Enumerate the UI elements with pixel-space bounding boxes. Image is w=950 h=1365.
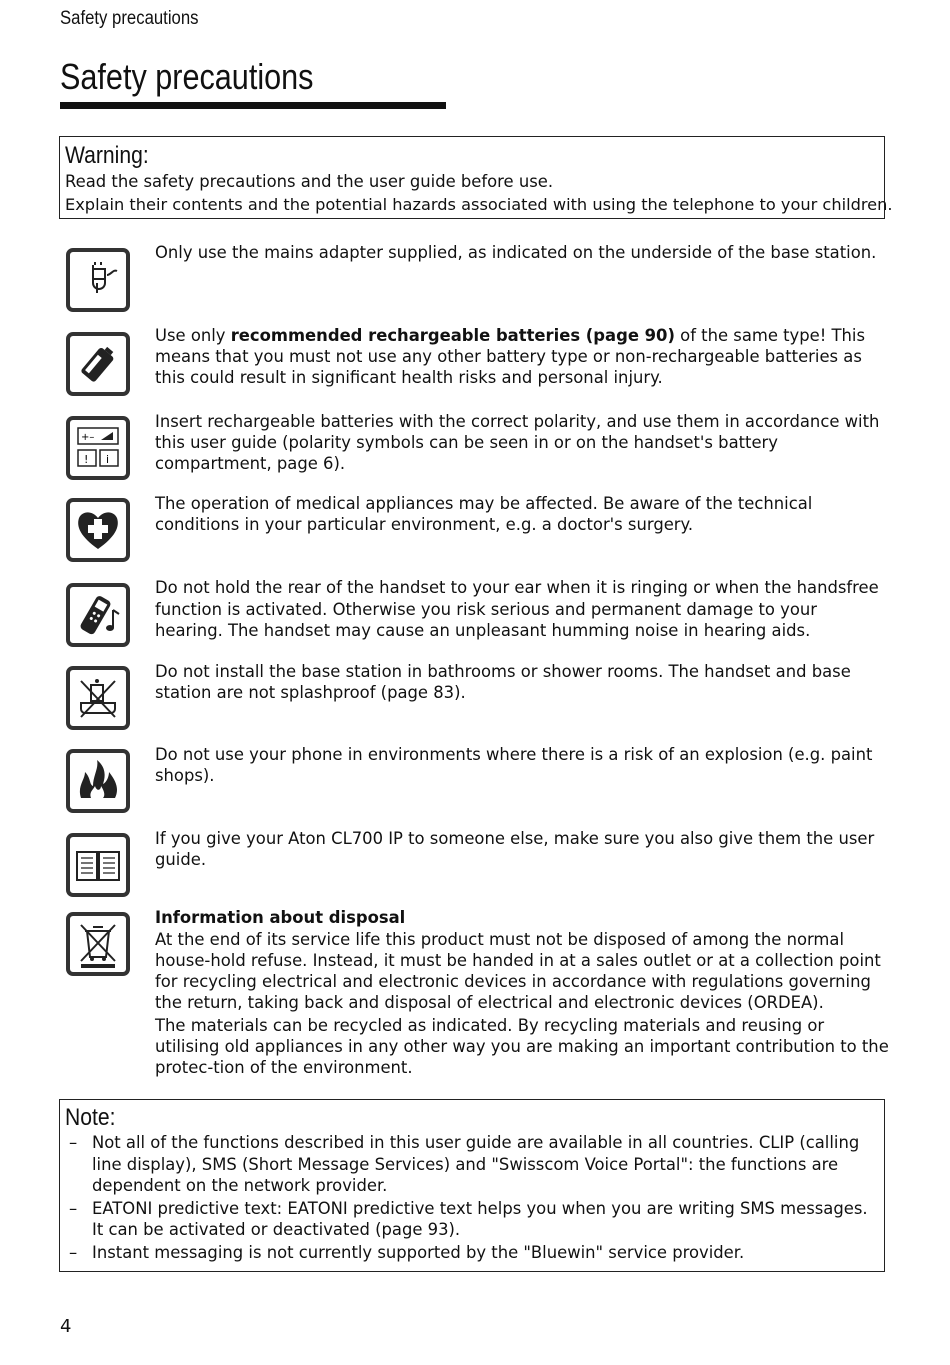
item-text: Insert rechargeable batteries with the correct polarity, and use them in accordance with this user guide (polarity symbols can be seen in or on the handset's battery compartment, page 6). [155, 412, 880, 473]
battery-polarity-manual-icon [66, 416, 130, 480]
disposal-paragraph: The materials can be recycled as indicated. By recycling materials and reusing or utilising old appliances in any other way you are making an important contribution to the protec-tion of the environment. [155, 1016, 889, 1077]
page-number: 4 [60, 1316, 72, 1337]
note-item: – Instant messaging is not currently supported by the "Bluewin" service provider. [69, 1242, 745, 1262]
handset-ringing-icon [66, 583, 130, 647]
battery-icon [66, 332, 130, 396]
warning-heading: Warning: [65, 142, 149, 169]
item-text: Do not install the base station in bathrooms or shower rooms. The handset and base station are not splashproof (page 83). [155, 662, 851, 702]
page-title: Safety precautions [60, 56, 314, 97]
no-bathroom-icon [66, 666, 130, 730]
note-item: – Not all of the functions described in this user guide are available in all countries. CLIP (calling line display), SMS (Short Message Services) and "Swisscom Voice Portal": the functions are dependent on the network provider. [69, 1133, 860, 1195]
warning-box [59, 136, 893, 219]
svg-text:+–: +– [81, 432, 95, 443]
svg-text:!: ! [84, 453, 89, 466]
warning-line: Explain their contents and the potential hazards associated with using the telephone to your children. [65, 195, 893, 214]
item-text: Only use the mains adapter supplied, as indicated on the underside of the base station. [155, 243, 877, 262]
svg-text:i: i [106, 453, 110, 466]
medical-heart-cross-icon [66, 498, 130, 562]
item-text: Do not hold the rear of the handset to your ear when it is ringing or when the handsfree function is activated. Otherwise you risk serious and permanent damage to your hearing. The handset may cause an unpleasant humming noise in hearing aids. [155, 578, 879, 640]
title-underline [60, 102, 446, 109]
disposal-paragraph: At the end of its service life this product must not be disposed of among the normal house-hold refuse. Instead, it must be handed in at a sales outlet or at a collection point for recycling electrical and electronic devices in accordance with regulations governing the return, taking back and disposal of electrical and electronic devices (ORDEA). [155, 930, 881, 1012]
mains-adapter-icon [66, 248, 130, 312]
item-text: Do not use your phone in environments where there is a risk of an explosion (e.g. paint shops). [155, 745, 873, 785]
item-text: Use only recommended rechargeable batteries (page 90) of the same type! This means that you must not use any other battery type or non-rechargeable batteries as this could result in significant health risks and personal injury. [155, 326, 866, 387]
item-text: If you give your Aton CL700 IP to someone else, make sure you also give them the user guide. [155, 829, 875, 869]
disposal-heading: Information about disposal [155, 908, 406, 927]
note-box [59, 1099, 885, 1272]
open-book-icon [66, 833, 130, 897]
crossed-out-bin-icon [66, 912, 130, 976]
batteries-link-text: recommended rechargeable batteries (page 90) [230, 326, 675, 345]
running-header: Safety precautions [60, 8, 199, 29]
item-text: The operation of medical appliances may be affected. Be aware of the technical conditions in your particular environment, e.g. a doctor's surgery. [155, 494, 813, 534]
note-item: – EATONI predictive text: EATONI predictive text helps you when you are writing SMS messages. It can be activated or deactivated (page 93). [69, 1198, 868, 1239]
explosion-flame-icon [66, 749, 130, 813]
note-heading: Note: [65, 1104, 116, 1131]
warning-line: Read the safety precautions and the user guide before use. [65, 172, 554, 191]
item-text [155, 907, 890, 1078]
